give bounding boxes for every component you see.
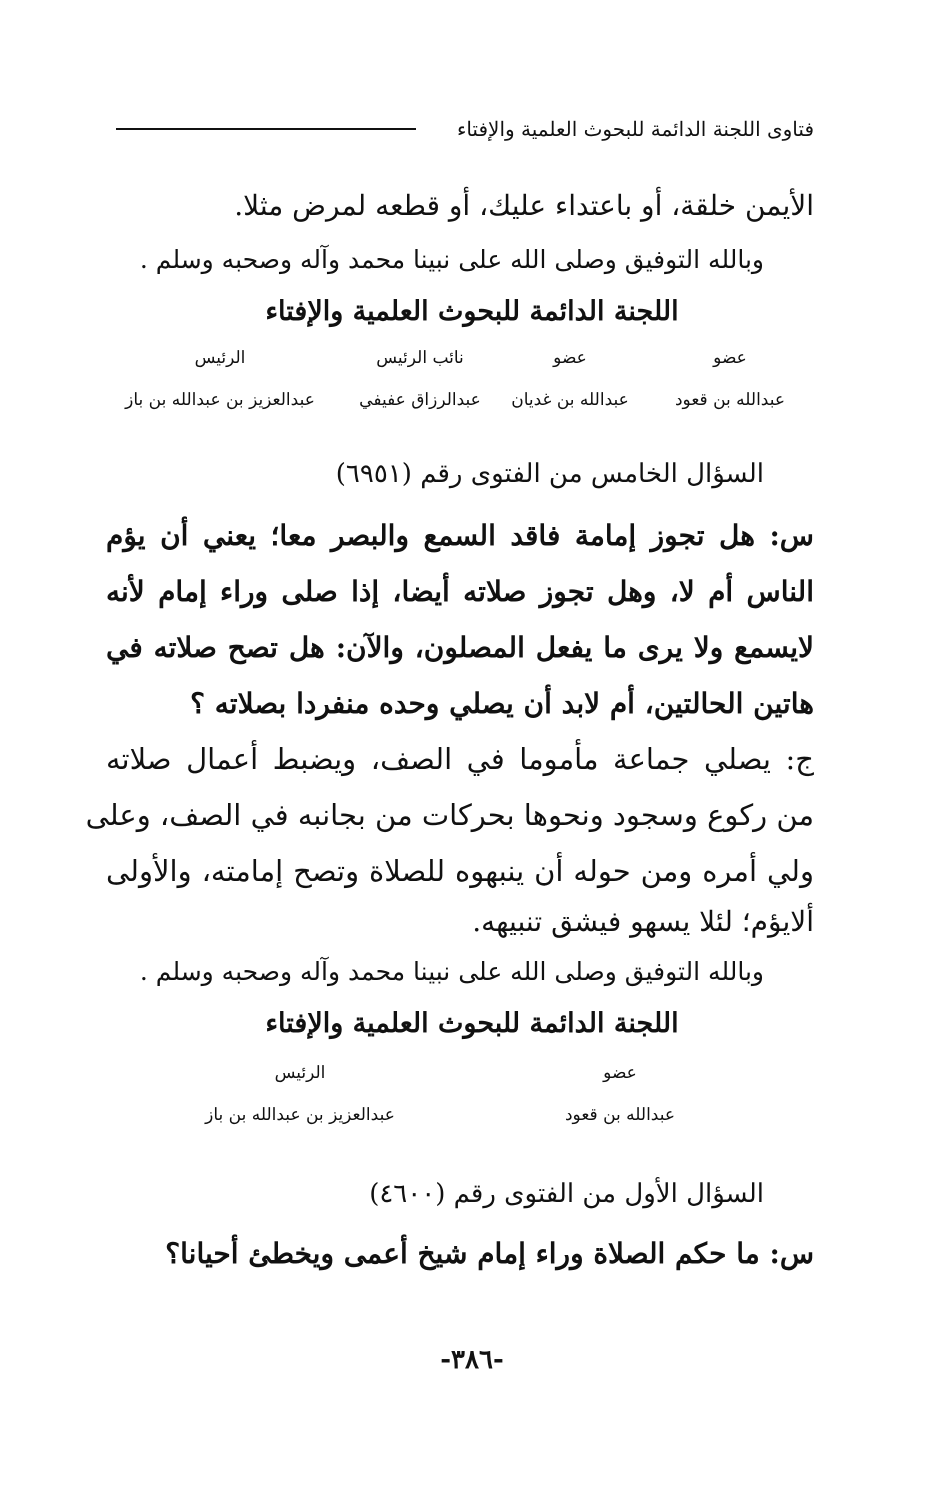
- question-line: س: هل تجوز إمامة فاقد السمع والبصر معا؛ يعني أن يؤم: [106, 519, 814, 552]
- signatory-name: عبدالله بن قعود: [564, 1105, 675, 1125]
- committee-title: اللجنة الدائمة للبحوث العلمية والإفتاء: [265, 1008, 679, 1039]
- signatory-name: عبدالعزيز بن عبدالله بن باز: [125, 390, 315, 410]
- signatory-role: عضو: [603, 1063, 637, 1083]
- signatory-role: عضو: [713, 348, 747, 368]
- signatory-role: عضو: [553, 348, 587, 368]
- header-rule: [116, 128, 416, 130]
- signatory-role: الرئيس: [194, 348, 246, 368]
- answer-line: ولي أمره ومن حوله أن ينبهوه للصلاة وتصح إمامته، والأولى: [106, 854, 814, 888]
- running-header-title: فتاوى اللجنة الدائمة للبحوث العلمية والإفتاء: [456, 117, 814, 141]
- answer-line: من ركوع وسجود ونحوها بحركات من بجانبه في الصف، وعلى: [85, 798, 814, 832]
- fatwa-question-heading: السؤال الأول من الفتوى رقم (٤٦٠٠): [369, 1179, 764, 1209]
- closing-line: وبالله التوفيق وصلى الله على نبينا محمد وآله وصحبه وسلم .: [139, 957, 764, 986]
- fatwa-question-heading: السؤال الخامس من الفتوى رقم (٦٩٥١): [335, 459, 764, 489]
- body-line: الأيمن خلقة، أو باعتداء عليك، أو قطعه لمرض مثلا.: [234, 189, 814, 222]
- signatory-role: الرئيس: [274, 1063, 326, 1083]
- closing-line: وبالله التوفيق وصلى الله على نبينا محمد وآله وصحبه وسلم .: [139, 245, 764, 274]
- signatory-name: عبدالعزيز بن عبدالله بن باز: [205, 1105, 395, 1125]
- signatory-name: عبدالله بن غديان: [511, 390, 629, 410]
- signatory-name: عبدالله بن قعود: [674, 390, 785, 410]
- answer-line: ج: يصلي جماعة مأموما في الصف، ويضبط أعمال صلاته: [106, 742, 814, 776]
- committee-title: اللجنة الدائمة للبحوث العلمية والإفتاء: [265, 296, 679, 327]
- question-line: س: ما حكم الصلاة وراء إمام شيخ أعمى ويخطئ أحيانا؟: [165, 1237, 814, 1270]
- signatory-role: نائب الرئيس: [376, 348, 464, 368]
- page-number: -٣٨٦-: [440, 1345, 504, 1375]
- question-line: لايسمع ولا يرى ما يفعل المصلون، والآن: هل تصح صلاته في: [106, 631, 814, 664]
- answer-line: ألايؤم؛ لئلا يسهو فيشق تنبيهه.: [472, 905, 814, 938]
- signatory-name: عبدالرزاق عفيفي: [359, 390, 481, 410]
- question-line: الناس أم لا، وهل تجوز صلاته أيضا، إذا صلى وراء إمام لأنه: [106, 575, 814, 608]
- question-line: هاتين الحالتين، أم لابد أن يصلي وحده منفردا بصلاته ؟: [190, 687, 814, 720]
